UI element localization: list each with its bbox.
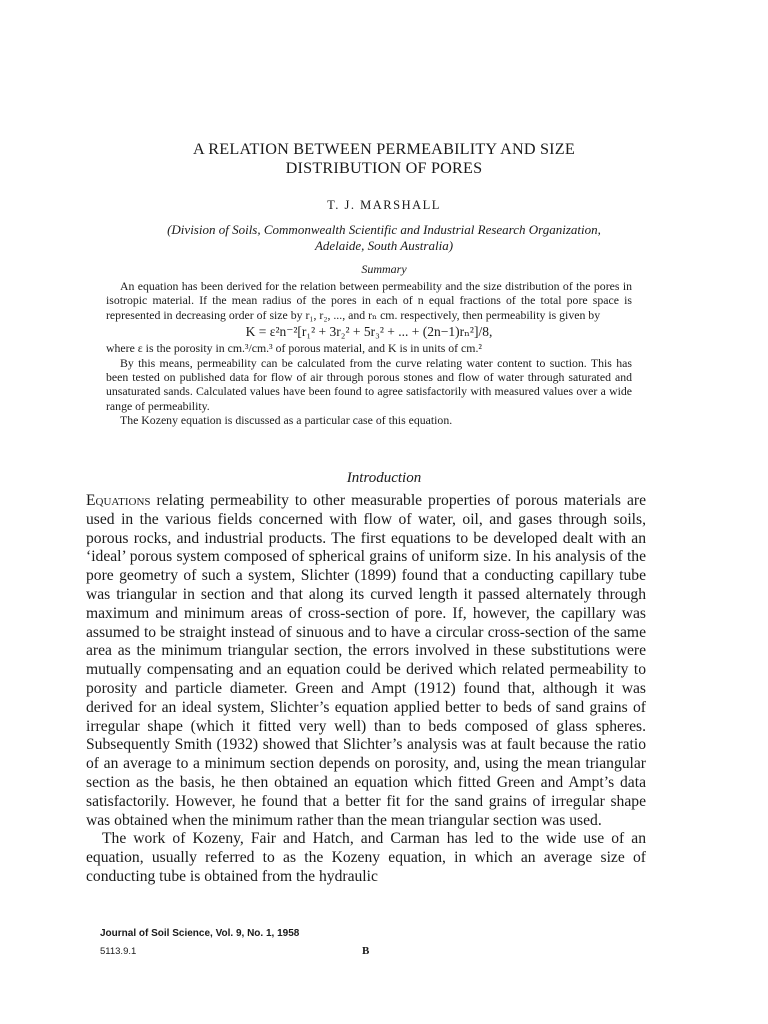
intro-first-word: Equations — [86, 492, 151, 509]
affiliation-line-1: (Division of Soils, Commonwealth Scientific and Industrial Research Organization, — [167, 222, 601, 237]
affiliation-line-2: Adelaide, South Australia) — [314, 238, 454, 253]
permeability-equation: K = ε²n⁻²[r₁² + 3r₂² + 5r₃² + ... + (2n−1)rₙ²]/8, — [245, 324, 493, 340]
intro-paragraph-2: The work of Kozeny, Fair and Hatch, and Carman has led to the wide use of an equation, usually referred to as the Kozeny equation, in which an average size of conducting tube is obtained from the hydraulic — [86, 830, 646, 885]
intro-paragraph-1-text: relating permeability to other measurable properties of porous materials are used in the various fields concerned with flow of water, oil, and gases through soils, porous rocks, and industrial products. The first equations to be developed dealt with an ‘ideal’ porous system composed of spherical grains of uniform size. In his analysis of the pore geometry of such a system, Slichter (1899) found that a conducting capillary tube was triangular in section and that along its curved length it passed alternately through maximum and minimum areas of cross-section of pore. If, however, the capillary was assumed to be straight instead of sinuous and to have a circular cross-section of the same area as the minimum triangular section, the errors involved in these substitutions were mutually compensating and an equation could be derived which related permeability to porosity and particle diameter. Green and Ampt (1912) found that, although it was derived for an ideal system, Slichter’s equation applied better to beds of sand grains of irregular shape (which it fitted very well) than to beds composed of glass spheres. Subsequently Smith (1932) showed that Slichter’s analysis was at fault because the ratio of an average to a minimum section depends on porosity, and, using the mean triangular section as the basis, he then obtained an equation which fitted Green and Ampt’s data satisfactorily. However, he found that a better fit for the sand grains of irregular shape was obtained when the minimum rather than the mean triangular section was used. — [86, 492, 646, 829]
summary-paragraph-1b: where ε is the porosity in cm.³/cm.³ of porous material, and K is in units of cm.² — [106, 341, 482, 356]
journal-citation: Journal of Soil Science, Vol. 9, No. 1, 1958 — [100, 928, 300, 939]
title-line-1: A RELATION BETWEEN PERMEABILITY AND SIZE — [193, 140, 575, 158]
summary-heading: Summary — [361, 262, 407, 276]
summary-paragraph-2: By this means, permeability can be calculated from the curve relating water content to suction. This has been tested on published data for flow of air through porous stones and flow of water through saturated and unsaturated sands. Calculated values have been found to agree satisfactorily with measured values over a wide range of permeability. — [106, 355, 632, 413]
introduction-heading: Introduction — [346, 470, 422, 486]
affiliation — [80, 222, 688, 254]
author-name: T. J. MARSHALL — [327, 198, 441, 212]
title-line-2: DISTRIBUTION OF PORES — [285, 159, 483, 177]
summary-paragraph-3: The Kozeny equation is discussed as a particular case of this equation. — [120, 413, 453, 428]
summary-section — [106, 279, 632, 428]
summary-paragraph-1: An equation has been derived for the relation between permeability and the size distribution of the pores in isotropic material. If the mean radius of the pores in each of n equal fractions of the total pore space is represented in decreasing order of size by r₁, r₂, ..., and rₙ cm. respectively, then permeability is given by — [106, 279, 632, 322]
intro-paragraph-1 — [86, 492, 646, 830]
introduction-body — [86, 492, 646, 887]
paper-title — [90, 140, 678, 178]
signature-mark: B — [362, 945, 370, 957]
print-code: 5113.9.1 — [100, 946, 137, 957]
